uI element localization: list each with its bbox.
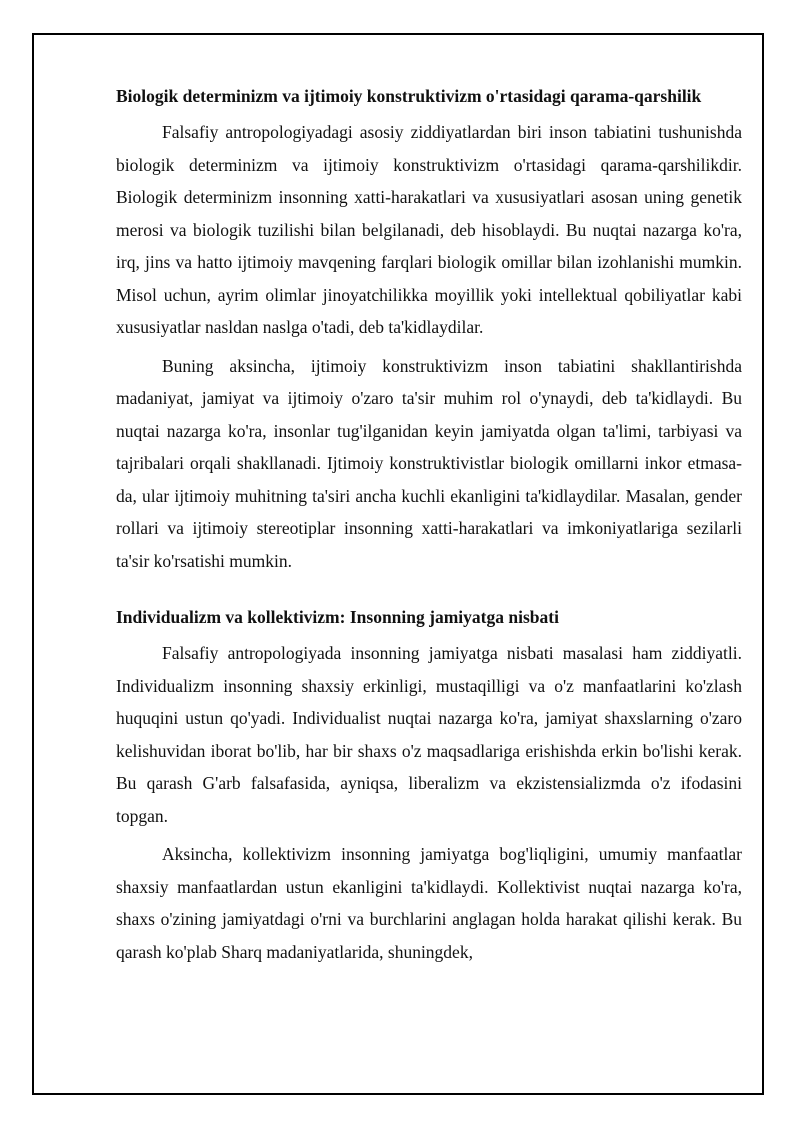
section-heading: Biologik determinizm va ijtimoiy konstruktivizm o'rtasidagi qarama-qarshilik — [116, 86, 702, 106]
paragraph: Aksincha, kollektivizm insonning jamiyatga bog'liqligini, umumiy manfaatlar shaxsiy manfaatlardan ustun ekanligini ta'kidlaydi. Kollektivist nuqtai nazarga ko'ra, shaxs o'zining jamiyatdagi o'rni va burchlarini anglagan holda harakat qilishi kerak. Bu qarash ko'plab Sharq madaniyatlarida, shuningdek, — [116, 844, 742, 962]
section-heading: Individualizm va kollektivizm: Insonning jamiyatga nisbati — [116, 607, 559, 627]
paragraph: Buning aksincha, ijtimoiy konstruktivizm inson tabiatini shakllantirishda madaniyat, jamiyat va ijtimoiy o'zaro ta'sir muhim rol o'ynaydi, deb ta'kidlaydi. Bu nuqtai nazarga ko'ra, insonlar tug'ilganidan keyin jamiyatda olgan ta'limi, tarbiyasi va tajribalari orqali shakllanadi. Ijtimoiy konstruktivistlar biologik omillarni inkor etmasa-da, ular ijtimoiy muhitning ta'siri ancha kuchli ekanligini ta'kidlaydilar. Masalan, gender rollari va ijtimoiy stereotiplar insonning xatti-harakatlari va imkoniyatlariga sezilarli ta'sir ko'rsatishi mumkin. — [116, 355, 742, 571]
document-body — [116, 83, 742, 974]
paragraph: Falsafiy antropologiyada insonning jamiyatga nisbati masalasi ham ziddiyatli. Individualizm insonning shaxsiy erkinligi, mustaqilligi va o'z manfaatlarini ko'zlash huquqini ustun qo'yadi. Individualist nuqtai nazarga ko'ra, jamiyat shaxslarning o'zaro kelishuvidan iborat bo'lib, har bir shaxs o'z maqsadlariga erishishda erkin bo'lishi kerak. Bu qarash G'arb falsafasida, ayniqsa, liberalizm va ekzistensializmda o'z ifodasini topgan. — [116, 643, 742, 826]
paragraph: Falsafiy antropologiyadagi asosiy ziddiyatlardan biri inson tabiatini tushunishda biologik determinizm va ijtimoiy konstruktivizm o'rtasidagi qarama-qarshilikdir. Biologik determinizm insonning xatti-harakatlari va xususiyatlari asosan uning genetik merosi va biologik tuzilishi bilan belgilanadi, deb hisoblaydi. Bu nuqtai nazarga ko'ra, irq, jins va hatto ijtimoiy mavqening farqlari biologik omillar bilan izohlanishi mumkin. Misol uchun, ayrim olimlar jinoyatchilikka moyillik yoki intellektual qobiliyatlar kabi xususiyatlar nasldan naslga o'tadi, deb ta'kidlaydilar. — [116, 122, 742, 337]
